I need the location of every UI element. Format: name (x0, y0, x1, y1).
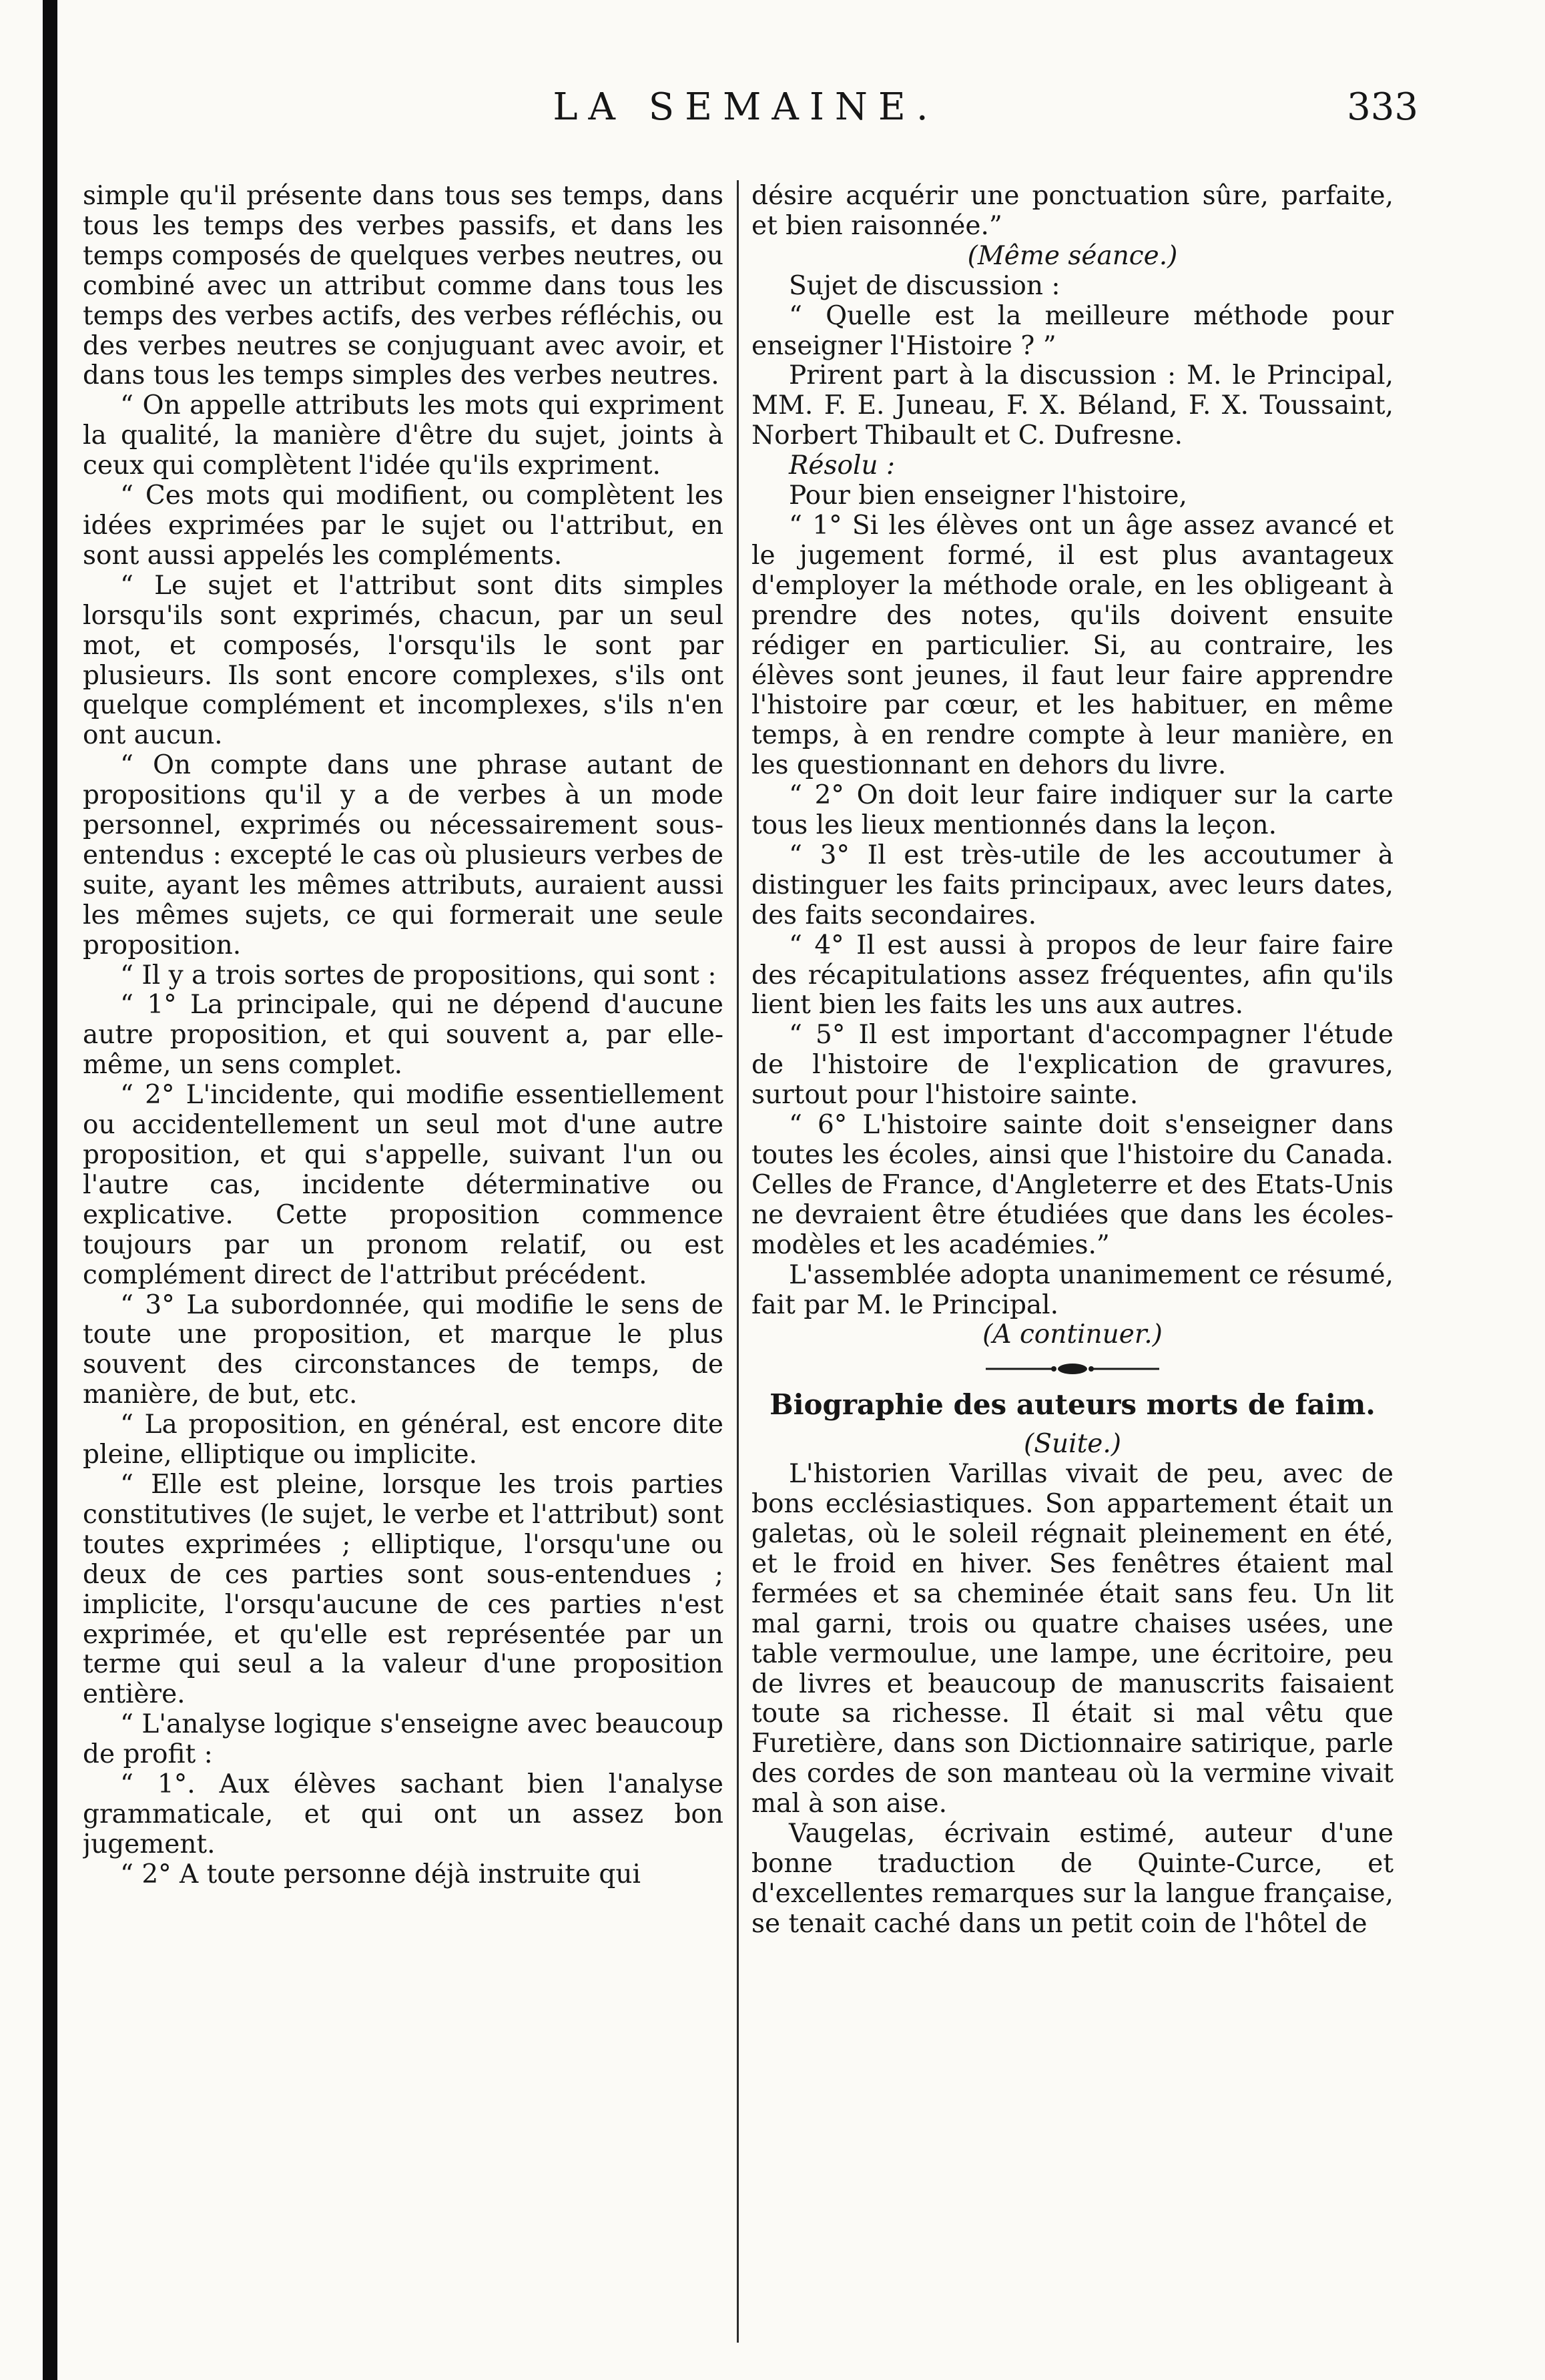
paragraph: “ La proposition, en général, est encore dite pleine, elliptique ou implicite. (83, 1410, 723, 1470)
paragraph: simple qu'il présente dans tous ses temps, dans tous les temps des verbes passifs, et dans les temps composés de quelques verbes neutres, ou combiné avec un attribut comme dans tous les temps des verbes actifs, des verbes réfléchis, ou des verbes neutres se conjuguant avec avoir, et dans tous les temps simples des verbes neutres. (83, 182, 723, 391)
resolu-label: Résolu : (789, 451, 896, 481)
assembly-note: L'assemblée adopta unanimement ce résumé, fait par M. le Principal. (751, 1259, 1394, 1320)
paragraph: “ 2° L'incidente, qui modifie essentiellement ou accidentellement un seul mot d'une autre proposition, et qui s'appelle, suivant l'un ou l'autre cas, incidente déterminative ou explicative. Cette proposition commence toujours par un pronom relatif, ou est complément direct de l'attribut précédent. (83, 1080, 723, 1290)
paragraph: “ 1°. Aux élèves sachant bien l'analyse grammaticale, et qui ont un assez bon jugement. (83, 1769, 723, 1859)
page-number: 333 (1347, 85, 1418, 129)
discussion-subject: Sujet de discussion : (789, 270, 1060, 301)
paragraph: “ Elle est pleine, lorsque les trois parties constitutives (le sujet, le verbe et l'attribut) sont toutes exprimées ; elliptique, l'orsqu'une ou deux de ces parties sont sous-entendues ; implicite, l'orsqu'aucune de ces parties n'est exprimée, et qu'elle est représentée par un terme qui seul a la valeur d'une proposition entière. (83, 1469, 723, 1710)
resolution-item: “ 4° Il est aussi à propos de leur faire faire des récapitulations assez fréquentes, afin qu'ils lient bien les faits les uns aux autres. (751, 930, 1394, 1020)
paragraph: “ On appelle attributs les mots qui expriment la qualité, la manière d'être du sujet, joints à ceux qui complètent l'idée qu'ils expriment. (83, 390, 723, 481)
resolution-item: “ 1° Si les élèves ont un âge assez avancé et le jugement formé, il est plus avantageux d'employer la méthode orale, en les obligeant à prendre des notes, qu'ils doivent ensuite rédiger en particulier. Si, au contraire, les élèves sont jeunes, il faut leur faire apprendre l'histoire par cœur, et les habituer, en même temps, à en rendre compte à leur manière, en les questionnant en dehors du livre. (751, 510, 1394, 781)
paragraph: L'historien Varillas vivait de peu, avec de bons ecclésiastiques. Son appartement était un galetas, où le soleil régnait pleinement en été, et le froid en hiver. Ses fenêtres étaient mal fermées et sa cheminée était sans feu. Un lit mal garni, trois ou quatre chaises usées, une table vermoulue, une lampe, une écritoire, peu de livres et beaucoup de manuscrits faisaient toute sa richesse. Il était si mal vêtu que Furetière, dans son Dictionnaire satirique, parle des cordes de son manteau où la vermine vivait mal à son aise. (751, 1459, 1394, 1819)
resolution-item: “ 3° Il est très-utile de les accoutumer à distinguer les faits principaux, avec leurs dates, des faits secondaires. (751, 840, 1394, 930)
paragraph: “ Le sujet et l'attribut sont dits simples lorsqu'ils sont exprimés, chacun, par un seul mot, et composés, l'orsqu'ils le sont par plusieurs. Ils sont encore complexes, s'ils ont quelque complément et incomplexes, s'ils n'en ont aucun. (83, 570, 723, 751)
column-divider (737, 180, 739, 2343)
page-header (73, 85, 1418, 132)
seance-note: (Même séance.) (967, 240, 1178, 271)
running-title: LA SEMAINE. (553, 85, 939, 129)
paragraph: “ 3° La subordonnée, qui modifie le sens de toute une proposition, et marque le plus souvent des circonstances de temps, de manière, de but, etc. (83, 1289, 723, 1410)
resolution-item: “ 5° Il est important d'accompagner l'étude de l'histoire de l'explication de gravures, surtout pour l'histoire sainte. (751, 1020, 1394, 1111)
paragraph: Vaugelas, écrivain estimé, auteur d'une bonne traduction de Quinte-Curce, et d'excellentes remarques sur la langue française, se tenait caché dans un petit coin de l'hôtel de (751, 1819, 1394, 1939)
section-heading: Biographie des auteurs morts de faim. (769, 1388, 1375, 1422)
paragraph: “ Ces mots qui modifient, ou complètent les idées exprimées par le sujet ou l'attribut, en sont aussi appelés les compléments. (83, 481, 723, 571)
paragraph: “ Il y a trois sortes de propositions, qui sont : (120, 960, 717, 990)
scan-margin-rule (43, 0, 57, 2380)
paragraph: “ L'analyse logique s'enseigne avec beaucoup de profit : (83, 1709, 723, 1770)
paragraph: “ 2° A toute personne déjà instruite qui (120, 1859, 641, 1889)
resolution-item: “ 2° On doit leur faire indiquer sur la carte tous les lieux mentionnés dans la leçon. (751, 780, 1394, 841)
discussion-question: “ Quelle est la meilleure méthode pour enseigner l'Histoire ? ” (751, 300, 1394, 361)
left-column (83, 182, 723, 2344)
paragraph: désire acquérir une ponctuation sûre, parfaite, et bien raisonnée.” (751, 182, 1394, 241)
paragraph: Pour bien enseigner l'histoire, (789, 481, 1187, 511)
right-column (751, 182, 1394, 2344)
ornament-rule-icon (986, 1361, 1159, 1377)
resolution-item: “ 6° L'histoire sainte doit s'enseigner dans toutes les écoles, ainsi que l'histoire du Canada. Celles de France, d'Angleterre et des Etats-Unis ne devraient être étudiées que dans les écoles-modèles et les académies.” (751, 1110, 1394, 1260)
to-be-continued: (A continuer.) (982, 1319, 1163, 1350)
participants: Prirent part à la discussion : M. le Principal, MM. F. E. Juneau, F. X. Béland, F. X. Toussaint, Norbert Thibault et C. Dufresne. (751, 360, 1394, 451)
paragraph: “ On compte dans une phrase autant de propositions qu'il y a de verbes à un mode personnel, exprimés ou nécessairement sous-entendus : excepté le cas où plusieurs verbes de suite, ayant les mêmes attributs, auraient aussi les mêmes sujets, ce qui formerait une seule proposition. (83, 750, 723, 960)
suite-note: (Suite.) (1024, 1429, 1121, 1460)
paragraph: “ 1° La principale, qui ne dépend d'aucune autre proposition, et qui souvent a, par elle-même, un sens complet. (83, 990, 723, 1081)
